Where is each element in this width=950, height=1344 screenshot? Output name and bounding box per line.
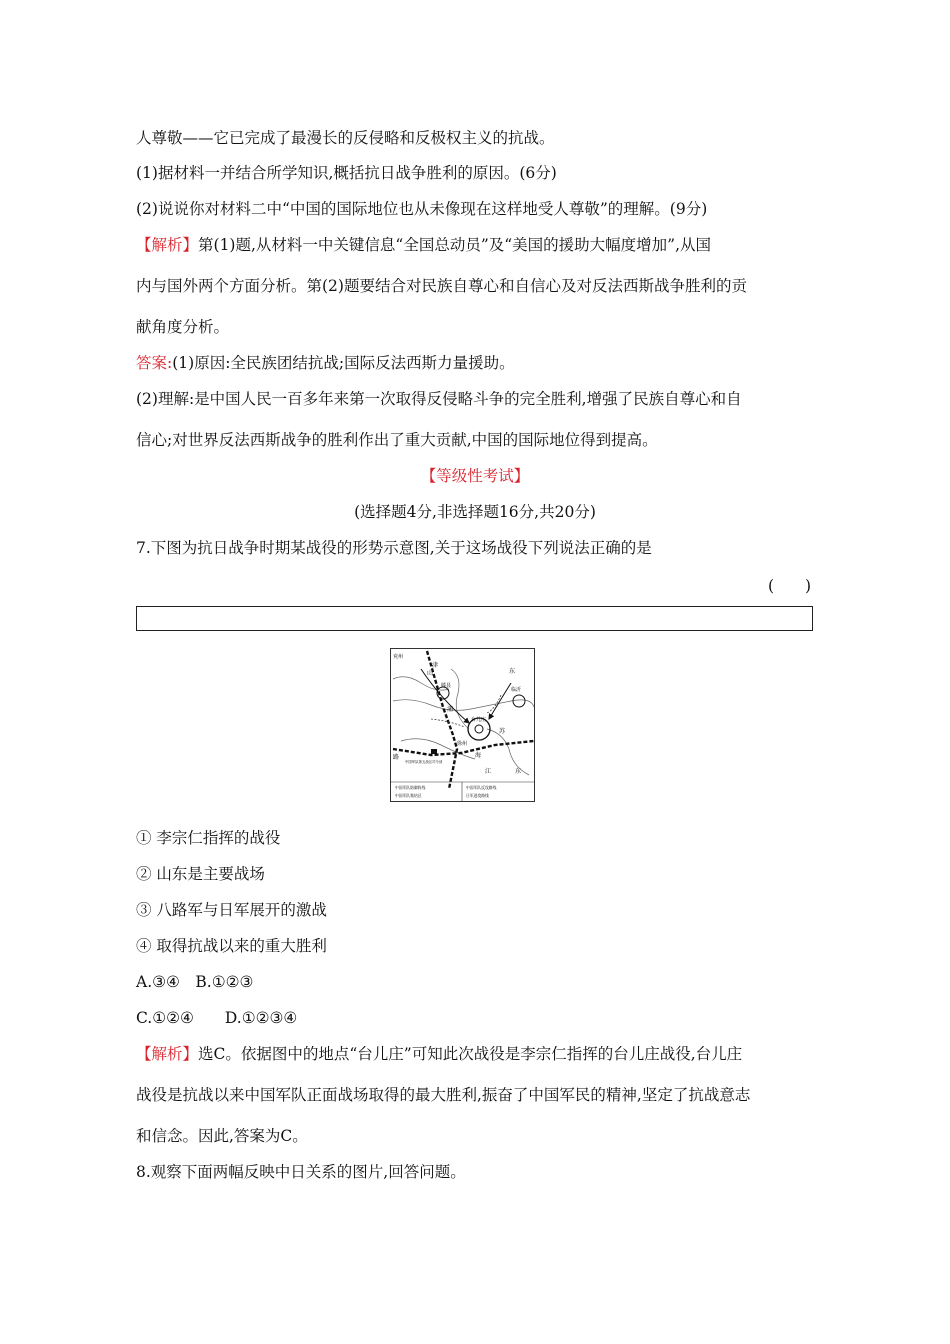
question-2: (2)说说你对材料二中“中国的国际地位也从未像现在这样地受人尊敬”的理解。(9分) — [136, 200, 708, 218]
answer-parenthesis: ( ) — [768, 577, 812, 595]
analysis-text: 第(1)题,从材料一中关键信息“全国总动员”及“美国的援助大幅度增加”,从国 — [198, 236, 712, 254]
answer-tag: 答案: — [136, 354, 173, 372]
map-label-taierzhuang: 台儿庄 — [471, 717, 487, 723]
map-label-jin: 津 — [432, 662, 439, 669]
analysis-text: 选C。依据图中的地点“台儿庄”可知此次战役是李宗仁指挥的台儿庄战役,台儿庄 — [198, 1045, 743, 1063]
legend-counter-route: 中国军队反攻路线 — [466, 785, 497, 790]
map-label-shan: 山 — [427, 670, 434, 677]
battle-map-figure — [390, 648, 535, 802]
section-subtitle: (选择题4分,非选择题16分,共20分) — [354, 503, 596, 521]
answer-line: 信心;对世界反法西斯战争的胜利作出了重大贡献,中国的国际地位得到提高。 — [136, 431, 658, 449]
map-label-tengxian: 滕县 — [441, 683, 452, 689]
map-label-lu: 路 — [393, 754, 400, 761]
analysis-line: 和信念。因此,答案为C。 — [136, 1127, 308, 1145]
map-label-hai: 海 — [475, 752, 482, 759]
analysis-line — [136, 235, 711, 255]
map-label-dong: 东 — [509, 668, 516, 675]
battle-map-svg — [391, 649, 534, 801]
answer-line — [136, 353, 515, 373]
question-7-stem: 7.下图为抗日战争时期某战役的形势示意图,关于这场战役下列说法正确的是 — [136, 539, 652, 557]
analysis-line — [136, 1044, 742, 1064]
map-label-dong2: 东 — [515, 768, 522, 775]
legend-defense-line: 中国军队防御阵线 — [395, 785, 426, 790]
analysis-line: 战役是抗战以来中国军队正面战场取得的最大胜利,振奋了中国军民的精神,坚定了抗战意志 — [136, 1086, 751, 1104]
choices-row-1: A.③④ B.①②③ — [136, 973, 254, 991]
map-label-su: 苏 — [499, 728, 506, 735]
analysis-line: 内与国外两个方面分析。第(2)题要结合对民族自尊心和自信心及对反法西斯战争胜利的贡 — [136, 277, 747, 295]
map-label-jiang: 江 — [485, 768, 492, 775]
option-4: ④ 取得抗战以来的重大胜利 — [136, 937, 327, 955]
legend-japanese-route: 日军进攻路线 — [466, 793, 489, 798]
map-label-hq: 中国军队第五战区司令部 — [405, 760, 443, 764]
analysis-tag: 【解析】 — [136, 236, 199, 254]
question-8-stem: 8.观察下面两幅反映中日关系的图片,回答问题。 — [136, 1163, 466, 1181]
option-3: ③ 八路军与日军展开的激战 — [136, 901, 327, 919]
map-label-linyi: 临沂 — [511, 687, 522, 693]
answer-line: (2)理解:是中国人民一百多年来第一次取得反侵略斗争的完全胜利,增强了民族自尊心和自 — [136, 390, 742, 408]
question-1: (1)据材料一并结合所学知识,概括抗日战争胜利的原因。(6分) — [136, 164, 557, 182]
blank-answer-box — [136, 606, 813, 631]
map-label-yanzhou: 兖州 — [393, 654, 404, 660]
choices-row-2: C.①②④ D.①②③④ — [136, 1009, 298, 1027]
paragraph-line: 人尊敬——它已完成了最漫长的反侵略和反极权主义的抗战。 — [136, 129, 555, 147]
map-label-pu: 浦 — [447, 706, 454, 713]
option-2: ② 山东是主要战场 — [136, 865, 265, 883]
answer-text: (1)原因:全民族团结抗战;国际反法西斯力量援助。 — [172, 354, 515, 372]
legend-assembly-area: 中国军队集结区 — [395, 793, 422, 798]
option-1: ① 李宗仁指挥的战役 — [136, 829, 281, 847]
analysis-tag: 【解析】 — [136, 1045, 199, 1063]
analysis-line: 献角度分析。 — [136, 318, 230, 336]
section-title: 【等级性考试】 — [420, 467, 530, 485]
map-label-xuzhou: 徐州 — [457, 741, 468, 747]
